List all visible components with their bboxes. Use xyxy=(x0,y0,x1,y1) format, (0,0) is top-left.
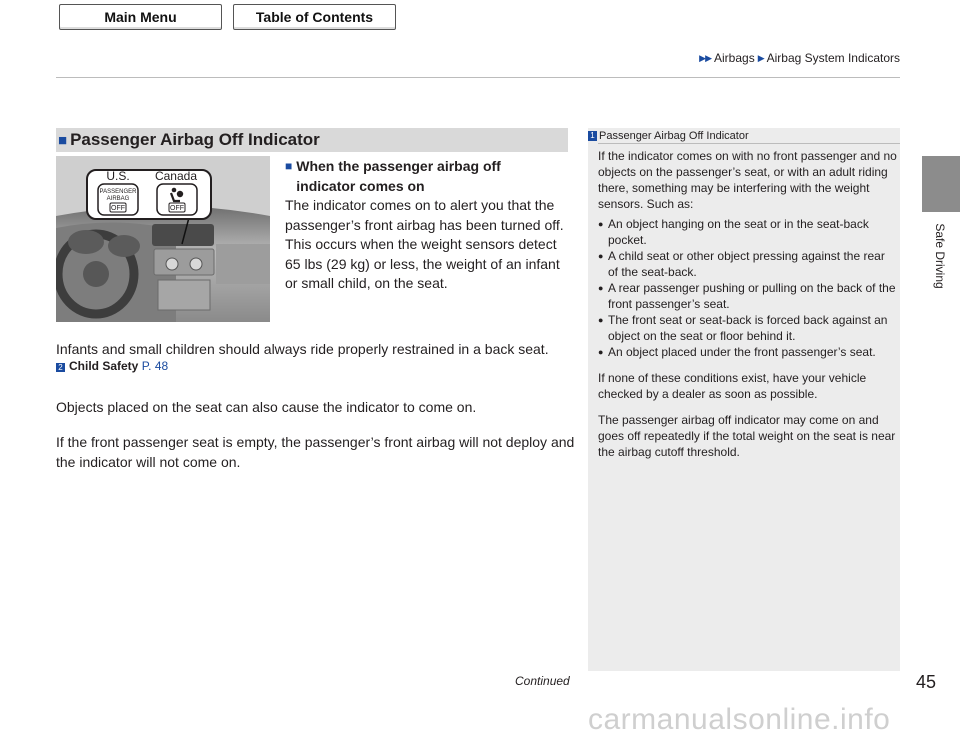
breadcrumb-item-airbags[interactable]: Airbags xyxy=(714,51,755,65)
section-title: Passenger Airbag Off Indicator xyxy=(70,130,320,149)
list-item: ● A child seat or other object pressing against the rear of the seat-back. xyxy=(598,248,898,280)
section-header xyxy=(56,128,568,152)
illustration-label-canada: Canada xyxy=(154,169,198,183)
passenger-airbag-off-canada-icon xyxy=(157,184,197,215)
xref-page: P. 48 xyxy=(141,359,169,373)
table-of-contents-button[interactable]: Table of Contents xyxy=(233,4,396,30)
list-item: ● An object hanging on the seat or in the seat-back pocket. xyxy=(598,216,898,248)
sidebar-paragraph-3: The passenger airbag off indicator may come on and goes off repeatedly if the total weight on the seat is near the airbag cutoff threshold. xyxy=(598,413,896,459)
subsection xyxy=(285,157,575,294)
section-square-icon: ■ xyxy=(58,131,68,149)
list-item: ● An object placed under the front passenger’s seat. xyxy=(598,344,898,360)
off-label-us: OFF xyxy=(111,205,125,212)
subsection-heading-line1: When the passenger airbag off xyxy=(296,158,501,174)
sidebar-rule xyxy=(598,143,900,144)
illustration-label-us: U.S. xyxy=(106,169,130,183)
body-paragraph-1: Infants and small children should always ride properly restrained in a back seat. xyxy=(56,341,549,357)
cross-reference-icon: 2 xyxy=(56,363,65,372)
chapter-tab-label: Safe Driving xyxy=(933,223,947,289)
page-number: 45 xyxy=(916,672,937,692)
breadcrumb-item-indicators[interactable]: Airbag System Indicators xyxy=(766,51,900,65)
dashboard-illustration xyxy=(56,156,270,322)
list-item: ● The front seat or seat-back is forced back against an object on the seat or floor behind it. xyxy=(598,312,898,344)
subsection-heading xyxy=(285,157,575,196)
subsection-text: The indicator comes on to alert you that the passenger’s front airbag has been turned off. This occurs when the weight sensors detect 65 lbs (29 kg) or less, the weight of an infant or small child, on the seat. xyxy=(285,197,564,291)
watermark: carmanualsonline.info xyxy=(588,703,891,736)
xref-label: Child Safety xyxy=(69,359,139,373)
chapter-tab xyxy=(922,186,958,326)
sidebar-body xyxy=(598,148,898,470)
child-safety-link[interactable] xyxy=(56,359,168,373)
subsection-heading-line2: indicator comes on xyxy=(296,177,425,194)
header-rule xyxy=(56,77,900,78)
sidebar-intro: If the indicator comes on with no front passenger and no objects on the passenger’s seat, or with an adult riding there, something may be interfering with the weight sensors. Such as: xyxy=(598,149,897,211)
breadcrumb xyxy=(699,51,900,65)
off-label-canada: OFF xyxy=(170,205,184,212)
indicator-text-line1: PASSENGER xyxy=(99,189,137,195)
breadcrumb-arrow-icon: ▶ xyxy=(757,52,764,63)
subsection-square-icon: ■ xyxy=(285,159,293,173)
sidebar-note xyxy=(588,128,900,671)
sidebar-title xyxy=(588,128,749,144)
continued-label: Continued xyxy=(515,674,570,688)
sidebar-paragraph-2: If none of these conditions exist, have your vehicle checked by a dealer as soon as possible. xyxy=(598,371,867,401)
body-paragraph-2: Objects placed on the seat can also cause the indicator to come on. xyxy=(56,399,477,415)
breadcrumb-arrow-icon: ▶▶ xyxy=(699,52,711,63)
sidebar-bullets xyxy=(598,216,898,360)
main-menu-button[interactable]: Main Menu xyxy=(59,4,222,30)
sidebar-title-text: Passenger Airbag Off Indicator xyxy=(599,130,749,142)
passenger-airbag-off-us-icon xyxy=(98,184,138,215)
body-paragraph-3: If the front passenger seat is empty, the passenger’s front airbag will not deploy and the indicator will not come on. xyxy=(56,434,575,470)
indicator-text-line2: AIRBAG xyxy=(106,196,130,202)
note-number-icon: 1 xyxy=(588,131,597,141)
list-item: ● A rear passenger pushing or pulling on the back of the front passenger’s seat. xyxy=(598,280,898,312)
